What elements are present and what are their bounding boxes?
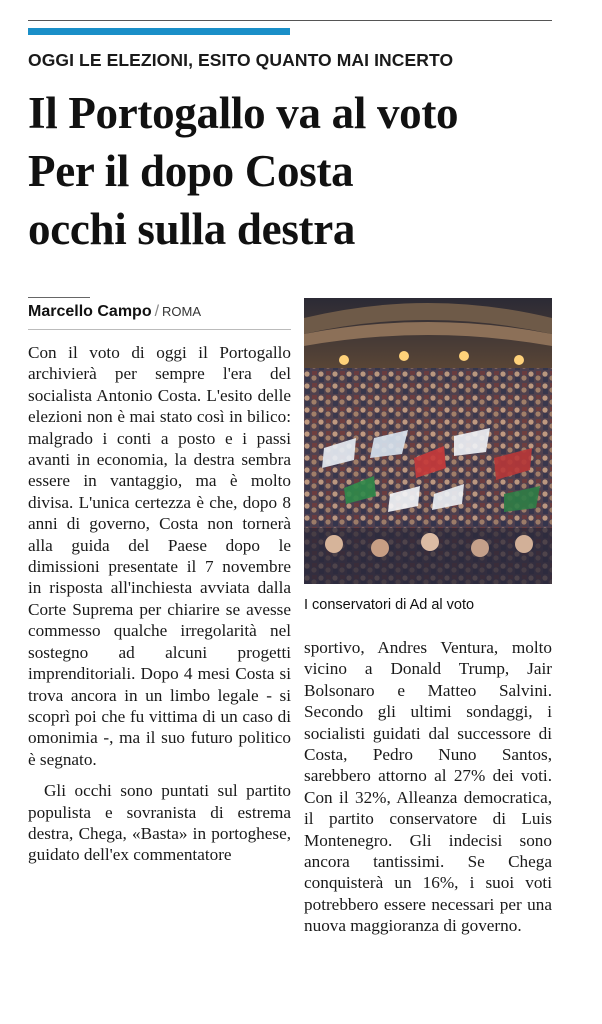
- body-column-left: [28, 342, 291, 866]
- kicker: OGGI LE ELEZIONI, ESITO QUANTO MAI INCERTO: [28, 50, 454, 70]
- top-rule: [28, 20, 552, 21]
- byline-rule: [28, 297, 90, 298]
- byline-separator: /: [154, 303, 160, 320]
- photo-caption: I conservatori di Ad al voto: [304, 597, 475, 613]
- headline-line-2: Per il dopo Costa: [28, 146, 354, 196]
- headline-line-3: occhi sulla destra: [28, 204, 356, 254]
- byline-author: Marcello Campo: [28, 303, 152, 320]
- byline-location: ROMA: [162, 304, 202, 319]
- body-paragraph-1: Con il voto di oggi il Portogallo archivierà per sempre l'era del socialista Antonio Costa. L'esito delle elezioni non è mai stato così in bilico: malgrado i conti a posto e i passi avanti in economia, la destra sembra essere in vantaggio, ma è molto divisa. L'unica certezza è che, dopo 8 anni di governo, Costa non tornerà alla guida del Paese dopo le dimissioni presentate il 7 novembre in risposta all'inchiesta avviata dalla Corte Suprema per chiarire se avesse commesso qualche irregolarità nel sostegno ad alcuni progetti imprenditoriali. Dopo 4 mesi Costa si trova ancora in un limbo legale - si scoprì poi che fu vittima di un caso di omonimia -, ma il suo futuro politico è segnato.: [28, 343, 291, 769]
- body-column-right: [304, 637, 552, 937]
- body-paragraph-3: sportivo, Andres Ventura, molto vicino a Donald Trump, Jair Bolsonaro e Matteo Salvini. Secondo gli ultimi sondaggi, i socialisti guidati dal successore di Costa, Pedro Nuno Santos, sarebbero attorno al 27% dei voti. Con il 32%, Alleanza democratica, il partito conservatore di Luis Montenegro. Gli indecisi sono ancora tantissimi. Se Chega conquisterà un 16%, i suoi voti potrebbero essere necessari per una nuova maggioranza di governo.: [304, 638, 552, 936]
- body-paragraph-2: Gli occhi sono puntati sul partito populista e sovranista di estrema destra, Chega, «Basta» in portoghese, guidato dell'ex commentatore: [28, 781, 291, 865]
- accent-bar: [28, 28, 290, 35]
- byline-underline: [28, 329, 291, 330]
- byline: [28, 303, 201, 321]
- rally-photo: [304, 298, 552, 584]
- headline: [28, 84, 588, 258]
- headline-line-1: Il Portogallo va al voto: [28, 88, 459, 138]
